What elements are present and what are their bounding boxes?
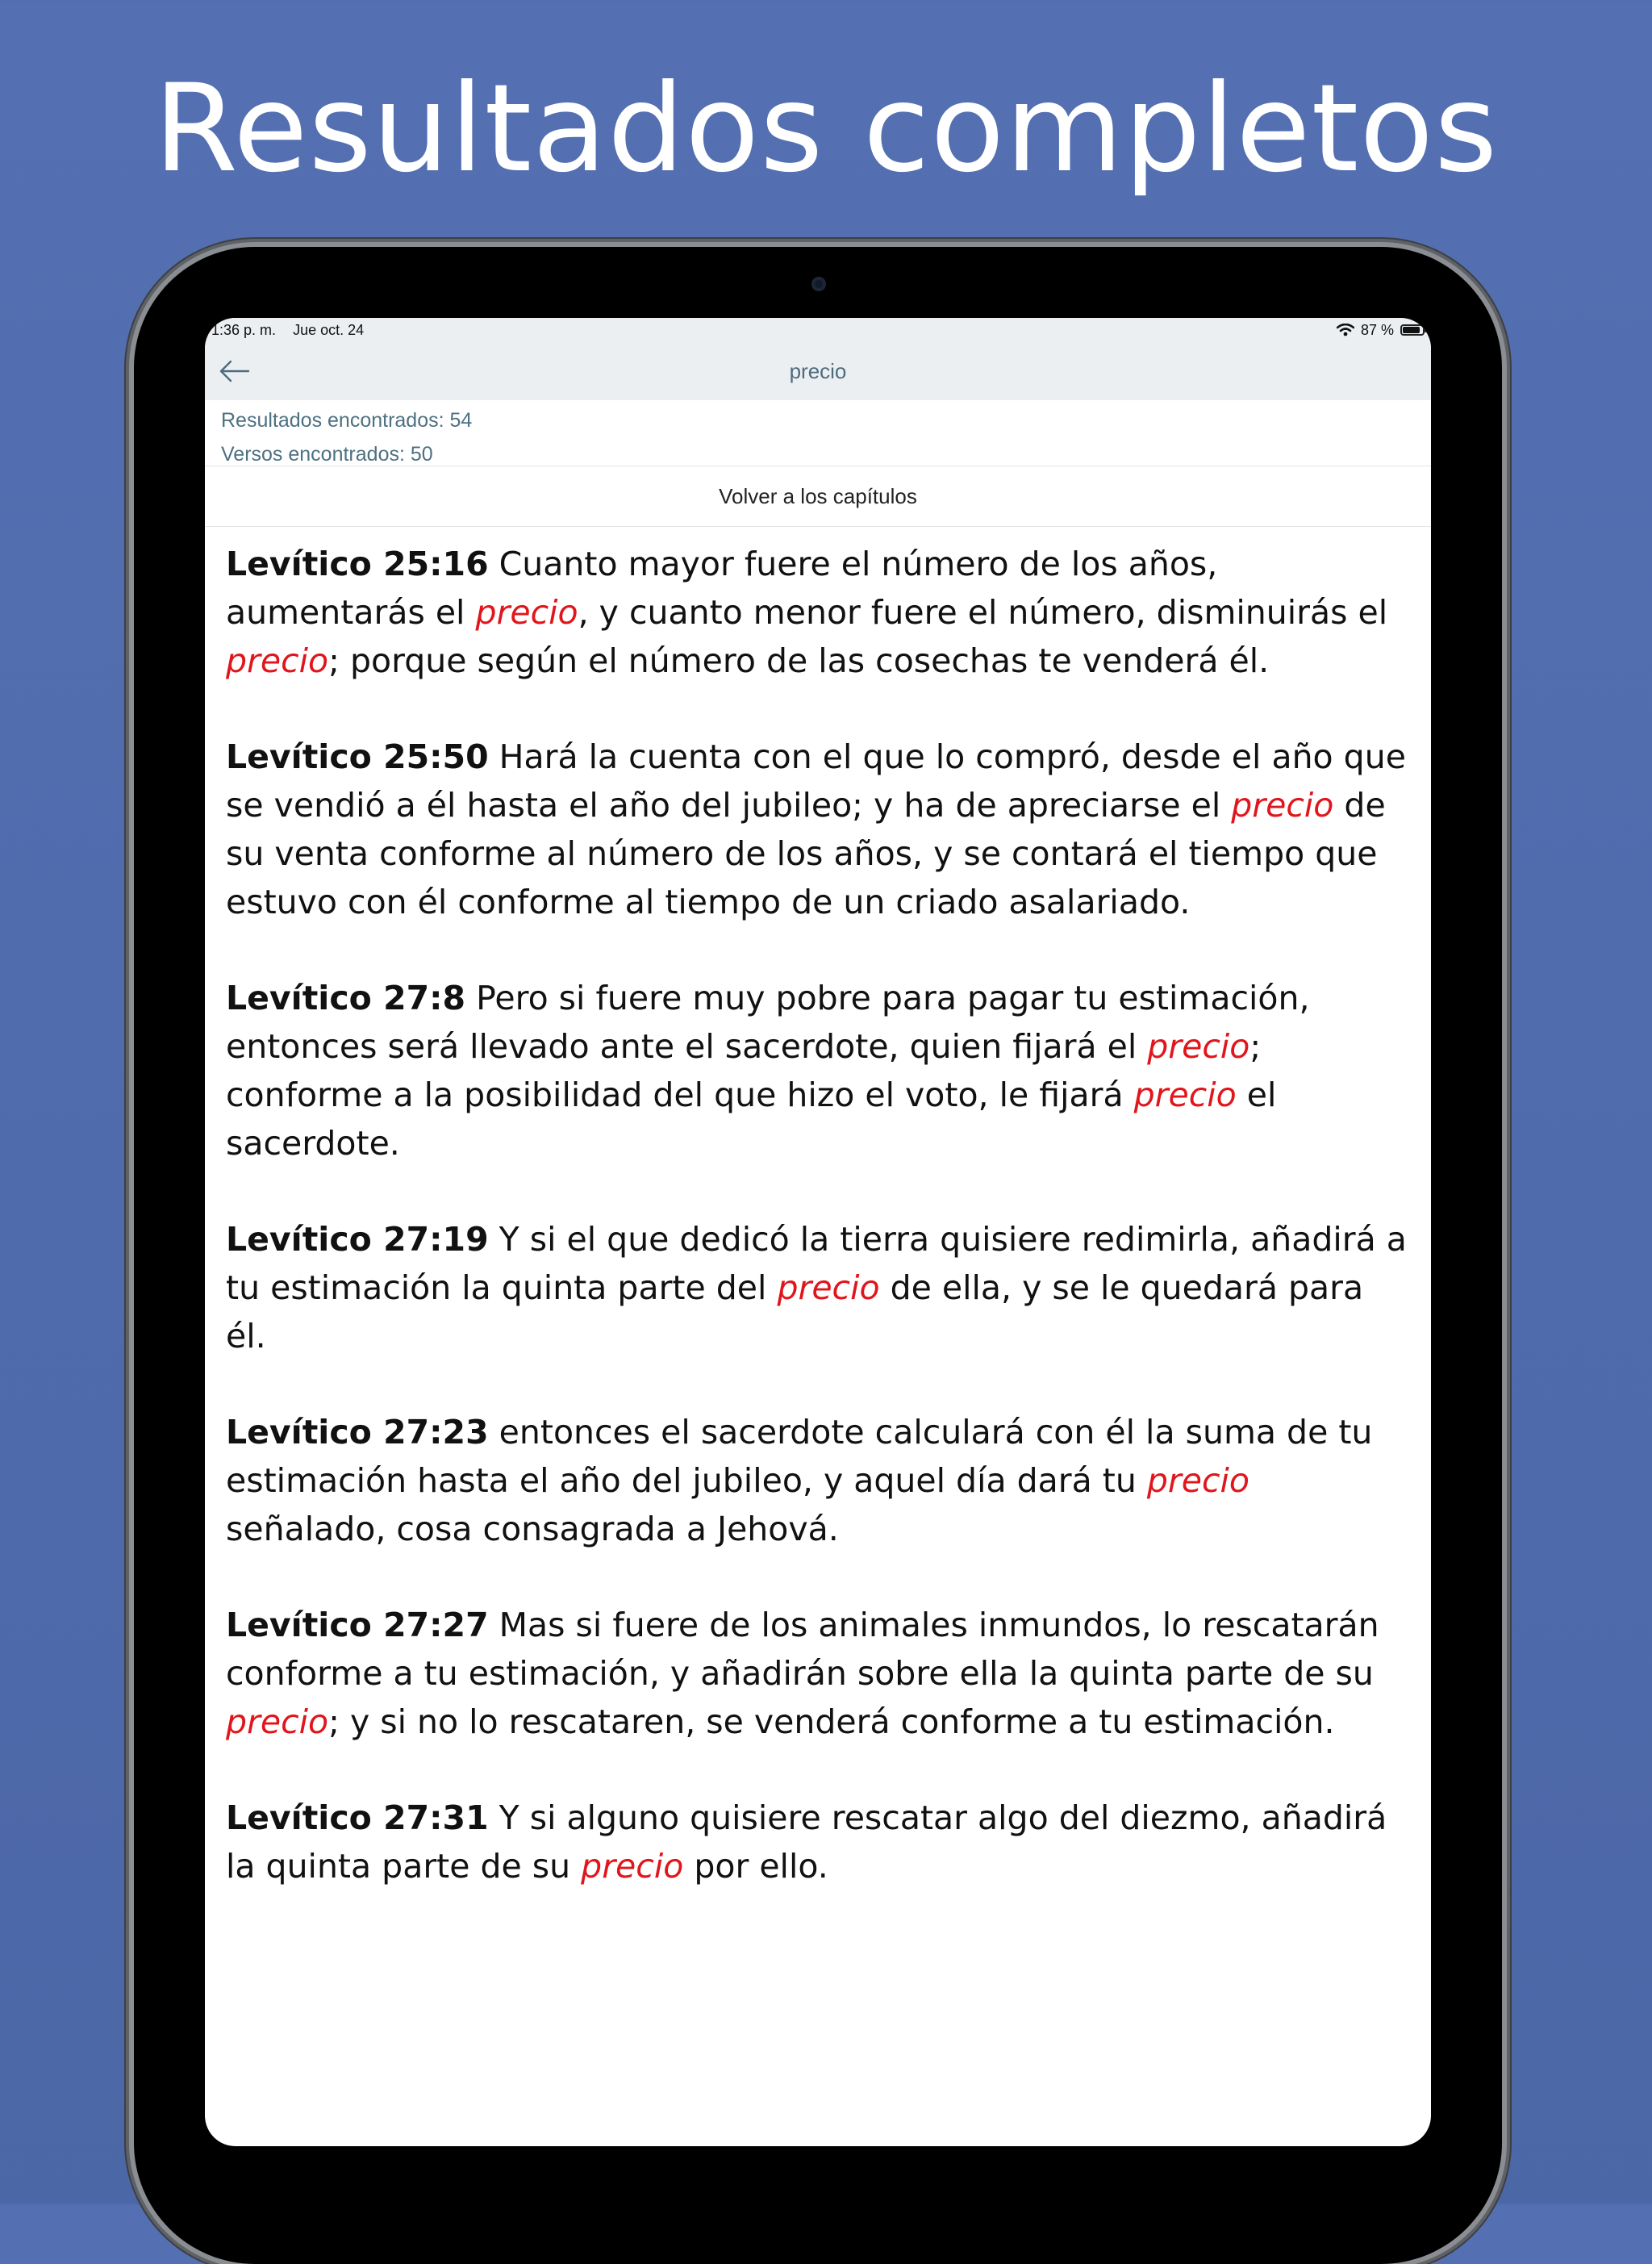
verses-found-count: Versos encontrados: 50 — [221, 443, 433, 466]
volume-up-button — [1502, 403, 1510, 484]
verse-reference: Levítico 27:19 — [226, 1220, 489, 1259]
verse-text: de ella, y se le quedará para él. — [226, 1268, 1364, 1355]
camera-icon — [811, 277, 826, 291]
verse-text: ; porque según el número de las cosechas te venderá él. — [328, 641, 1270, 680]
verse-text: Cuanto mayor fuere el número de los años, aumentarás el — [226, 545, 1218, 632]
search-term-highlight: precio — [226, 1702, 329, 1741]
search-term-highlight: precio — [1146, 1461, 1249, 1500]
verse-result[interactable] — [226, 540, 1410, 685]
verse-result[interactable] — [226, 974, 1410, 1168]
verse-result[interactable] — [226, 733, 1410, 926]
status-time: 1:36 p. m. — [211, 321, 277, 338]
verse-text: ; conforme a la posibilidad del que hizo el voto, le fijará — [226, 1027, 1262, 1114]
verse-reference: Levítico 27:8 — [226, 979, 466, 1017]
back-button[interactable] — [216, 357, 252, 386]
verse-reference: Levítico 25:50 — [226, 737, 489, 776]
verse-reference: Levítico 27:31 — [226, 1798, 489, 1837]
verse-text: Y si alguno quisiere rescatar algo del diezmo, añadirá la quinta parte de su — [226, 1798, 1387, 1886]
search-term-highlight: precio — [475, 593, 578, 632]
result-counts — [205, 400, 1431, 466]
verse-text: Mas si fuere de los animales inmundos, lo rescatarán conforme a tu estimación, y añadirán sobre ella la quinta parte de su — [226, 1606, 1379, 1693]
search-term-highlight: precio — [777, 1268, 880, 1307]
verse-text: ; y si no lo rescataren, se venderá conforme a tu estimación. — [328, 1702, 1335, 1741]
search-term-highlight: precio — [581, 1847, 684, 1886]
back-to-chapters-button[interactable]: Volver a los capítulos — [205, 466, 1431, 527]
verse-text: Y si el que dedicó la tierra quisiere redimirla, añadirá a tu estimación la quinta parte del — [226, 1220, 1407, 1307]
status-bar — [205, 318, 1431, 342]
verse-text: de su venta conforme al número de los años, y se contará el tiempo que estuvo con él conforme al tiempo de un criado asalariado. — [226, 786, 1386, 921]
verse-text: el sacerdote. — [226, 1076, 1277, 1163]
search-term-title: precio — [789, 358, 847, 383]
verse-text: Hará la cuenta con el que lo compró, desde el año que se vendió a él hasta el año del jubileo; y ha de apreciarse el — [226, 737, 1406, 825]
battery-percent: 87 % — [1360, 321, 1394, 338]
verse-text: , y cuanto menor fuere el número, disminuirás el — [578, 593, 1388, 632]
verse-result[interactable] — [226, 1408, 1410, 1553]
search-term-highlight: precio — [226, 641, 329, 680]
verse-result[interactable] — [226, 1601, 1410, 1746]
navigation-bar — [205, 342, 1431, 400]
verse-text: Pero si fuere muy pobre para pagar tu estimación, entonces será llevado ante el sacerdote, quien fijará el — [226, 979, 1310, 1066]
wifi-icon — [1337, 324, 1354, 336]
arrow-left-icon — [216, 357, 252, 386]
verse-reference: Levítico 27:23 — [226, 1413, 489, 1452]
results-found-count: Resultados encontrados: 54 — [221, 409, 473, 432]
app-screen — [205, 318, 1431, 2146]
verse-reference: Levítico 27:27 — [226, 1606, 489, 1644]
verse-text: señalado, cosa consagrada a Jehová. — [226, 1510, 839, 1548]
search-term-highlight: precio — [1147, 1027, 1250, 1066]
status-date: Jue oct. 24 — [293, 321, 365, 338]
verse-reference: Levítico 25:16 — [226, 545, 489, 583]
headline: Resultados completos — [153, 59, 1499, 199]
verse-result[interactable] — [226, 1794, 1410, 1890]
battery-icon — [1400, 324, 1425, 336]
volume-down-button — [1502, 512, 1510, 593]
search-term-highlight: precio — [1133, 1076, 1237, 1114]
verse-text: por ello. — [683, 1847, 828, 1886]
search-term-highlight: precio — [1231, 786, 1334, 825]
results-list — [205, 527, 1431, 1890]
verse-result[interactable] — [226, 1215, 1410, 1360]
verse-text: entonces el sacerdote calculará con él la suma de tu estimación hasta el año del jubileo, y aquel día dará tu — [226, 1413, 1373, 1500]
